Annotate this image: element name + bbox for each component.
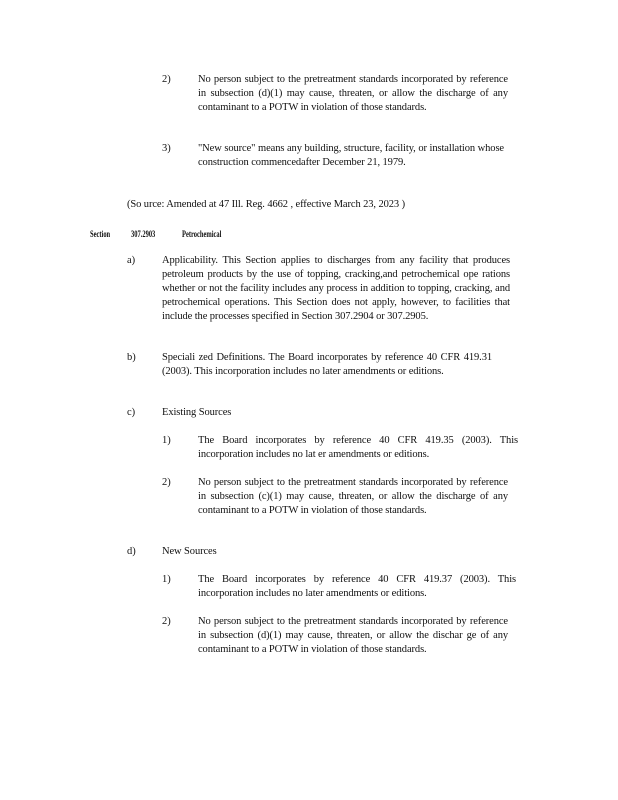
section-title: Petrochemical <box>182 229 222 239</box>
source-note: (So urce: Amended at 47 Ill. Reg. 4662 , effective March 23, 2023 ) <box>127 199 405 210</box>
item-number: 2) <box>162 477 171 488</box>
paragraph-text: No person subject to the pretreatment standards incorporated by reference in subsection (d)(1) may cause, threaten, or allow the dischar ge of any contaminant to a POTW in violation of those standards. <box>198 616 508 655</box>
paragraph-text: "New source" means any building, structure, facility, or installation whose construction commencedafter December 21, 1979. <box>198 143 504 168</box>
item-number: 1) <box>162 435 171 446</box>
subsection-letter: b) <box>127 352 136 363</box>
subsection-heading: Existing Sources <box>162 407 232 418</box>
item-number: 2) <box>162 74 171 85</box>
paragraph-text: The Board incorporates by reference 40 CFR 419.37 (2003). This incorporation includes no later amendments or editions. <box>198 574 516 599</box>
subsection-letter: d) <box>127 546 136 557</box>
paragraph-text: The Board incorporates by reference 40 CFR 419.35 (2003). This incorporation includes no lat er amendments or editions. <box>198 435 518 460</box>
section-number: 307.2903 <box>131 229 156 239</box>
paragraph-text: No person subject to the pretreatment standards incorporated by reference in subsection (d)(1) may cause, threaten, or allow the discharge of any contaminant to a POTW in violation of those standards. <box>198 74 508 113</box>
item-number: 2) <box>162 616 171 627</box>
paragraph-text: No person subject to the pretreatment standards incorporated by reference in subsection (c)(1) may cause, threaten, or allow the discharge of any contaminant to a POTW in violation of those standards. <box>198 477 508 516</box>
subsection-heading: New Sources <box>162 546 217 557</box>
subsection-letter: c) <box>127 407 136 418</box>
item-number: 1) <box>162 574 171 585</box>
paragraph-text: Applicability. This Section applies to discharges from any facility that produces petroleum products by the use of topping, cracking,and petrochemical ope rations whether or not the facility includes any process in addition to topping, cracking, and petrochemical operations. This Section does not apply, however, to facilities that include the processes specified in Section 307.2904 or 307.2905. <box>162 255 510 322</box>
item-number: 3) <box>162 143 171 154</box>
paragraph-text: Speciali zed Definitions. The Board incorporates by reference 40 CFR 419.31 (2003). This incorporation includes no later amendments or editions. <box>162 352 492 377</box>
subsection-letter: a) <box>127 255 136 266</box>
section-label: Section <box>90 229 111 239</box>
